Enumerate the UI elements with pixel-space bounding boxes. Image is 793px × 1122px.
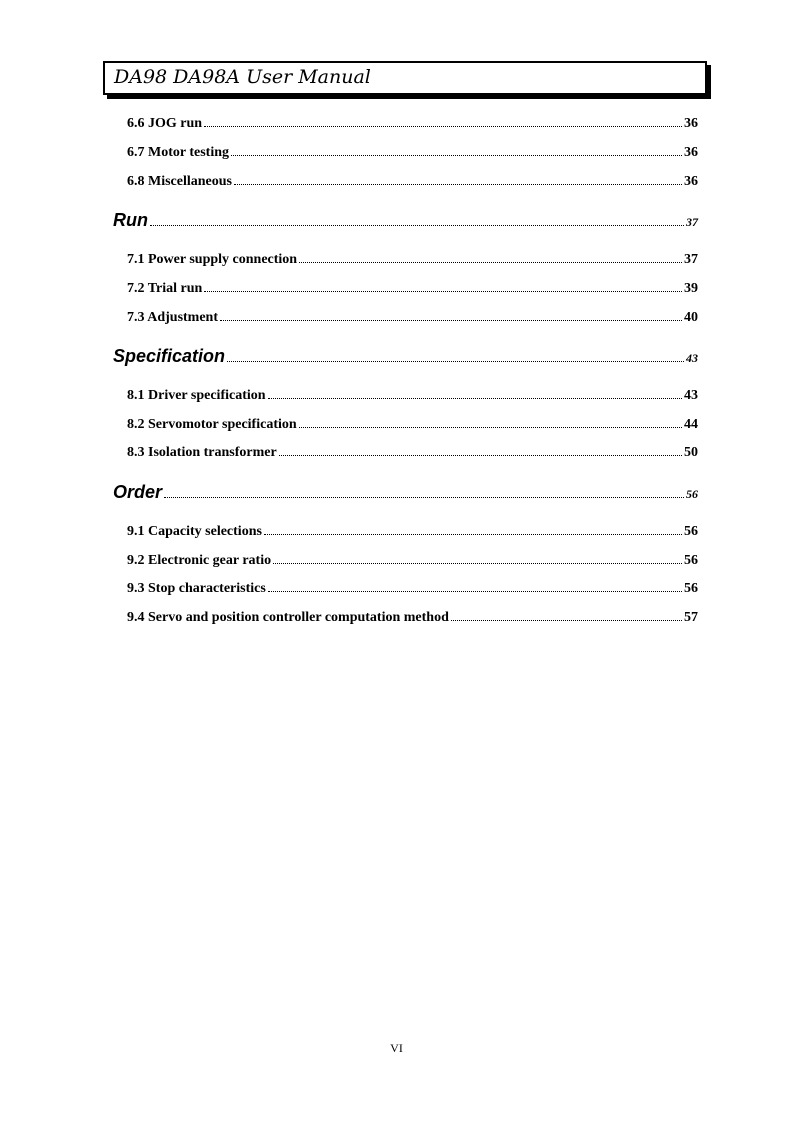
toc-chapter-label: Run — [113, 210, 148, 230]
toc-entry-page: 43 — [684, 388, 698, 403]
toc-chapter-run[interactable] — [113, 210, 698, 231]
dot-leader — [227, 361, 684, 362]
toc-chapter-specification[interactable] — [113, 346, 698, 367]
dot-leader — [299, 427, 682, 428]
toc-entry-7-3[interactable] — [127, 310, 698, 326]
toc-entry-page: 56 — [684, 581, 698, 596]
toc-entry-9-3[interactable] — [127, 581, 698, 597]
toc-entry-label: 6.6 JOG run — [127, 116, 203, 131]
toc-entry-8-1[interactable] — [127, 388, 698, 404]
dot-leader — [268, 591, 682, 592]
toc-entry-label: 9.4 Servo and position controller computation method — [127, 610, 449, 625]
dot-leader — [451, 620, 682, 621]
toc-entry-page: 36 — [684, 116, 698, 131]
toc-chapter-label: Specification — [113, 346, 226, 366]
dot-leader — [234, 184, 682, 185]
dot-leader — [268, 398, 682, 399]
dot-leader — [299, 262, 682, 263]
toc-entry-label: 7.1 Power supply connection — [127, 252, 298, 267]
toc-entry-label: 8.1 Driver specification — [127, 388, 266, 403]
toc-entry-8-3[interactable] — [127, 445, 698, 461]
toc-entry-9-2[interactable] — [127, 553, 698, 569]
dot-leader — [150, 225, 684, 226]
toc-chapter-label: Order — [113, 482, 163, 502]
toc-entry-label: 9.3 Stop characteristics — [127, 581, 266, 596]
toc-entry-9-4[interactable] — [127, 610, 698, 626]
dot-leader — [204, 291, 682, 292]
toc-chapter-page: 43 — [686, 351, 698, 365]
toc-entry-page: 36 — [684, 145, 698, 160]
toc-entry-8-2[interactable] — [127, 417, 698, 433]
toc-entry-label: 9.2 Electronic gear ratio — [127, 553, 272, 568]
dot-leader — [204, 126, 682, 127]
toc-entry-page: 57 — [684, 610, 698, 625]
toc-entry-page: 50 — [684, 445, 698, 460]
toc-entry-6-6[interactable] — [127, 116, 698, 132]
toc-entry-9-1[interactable] — [127, 524, 698, 540]
dot-leader — [279, 455, 682, 456]
dot-leader — [220, 320, 682, 321]
dot-leader — [264, 534, 682, 535]
toc-chapter-order[interactable] — [113, 482, 698, 503]
dot-leader — [273, 563, 682, 564]
toc-entry-page: 56 — [684, 553, 698, 568]
toc-entry-label: 7.3 Adjustment — [127, 310, 219, 325]
header-box — [103, 61, 707, 95]
toc-entry-label: 7.2 Trial run — [127, 281, 203, 296]
dot-leader — [164, 497, 684, 498]
toc-entry-label: 8.2 Servomotor specification — [127, 417, 297, 432]
toc-entry-page: 56 — [684, 524, 698, 539]
toc-entry-page: 44 — [684, 417, 698, 432]
toc-entry-7-1[interactable] — [127, 252, 698, 268]
dot-leader — [231, 155, 682, 156]
header-title: DA98 DA98A User Manual — [114, 66, 371, 88]
toc-entry-page: 40 — [684, 310, 698, 325]
toc-entry-page: 37 — [684, 252, 698, 267]
toc-entry-label: 9.1 Capacity selections — [127, 524, 262, 539]
toc-entry-label: 6.8 Miscellaneous — [127, 174, 232, 189]
page-number: VI — [390, 1041, 403, 1055]
toc-entry-7-2[interactable] — [127, 281, 698, 297]
toc-chapter-page: 56 — [686, 487, 698, 501]
toc-entry-6-7[interactable] — [127, 145, 698, 161]
toc-entry-page: 36 — [684, 174, 698, 189]
toc-entry-6-8[interactable] — [127, 174, 698, 190]
toc-chapter-page: 37 — [686, 215, 698, 229]
toc-entry-page: 39 — [684, 281, 698, 296]
toc-entry-label: 6.7 Motor testing — [127, 145, 229, 160]
toc-entry-label: 8.3 Isolation transformer — [127, 445, 277, 460]
